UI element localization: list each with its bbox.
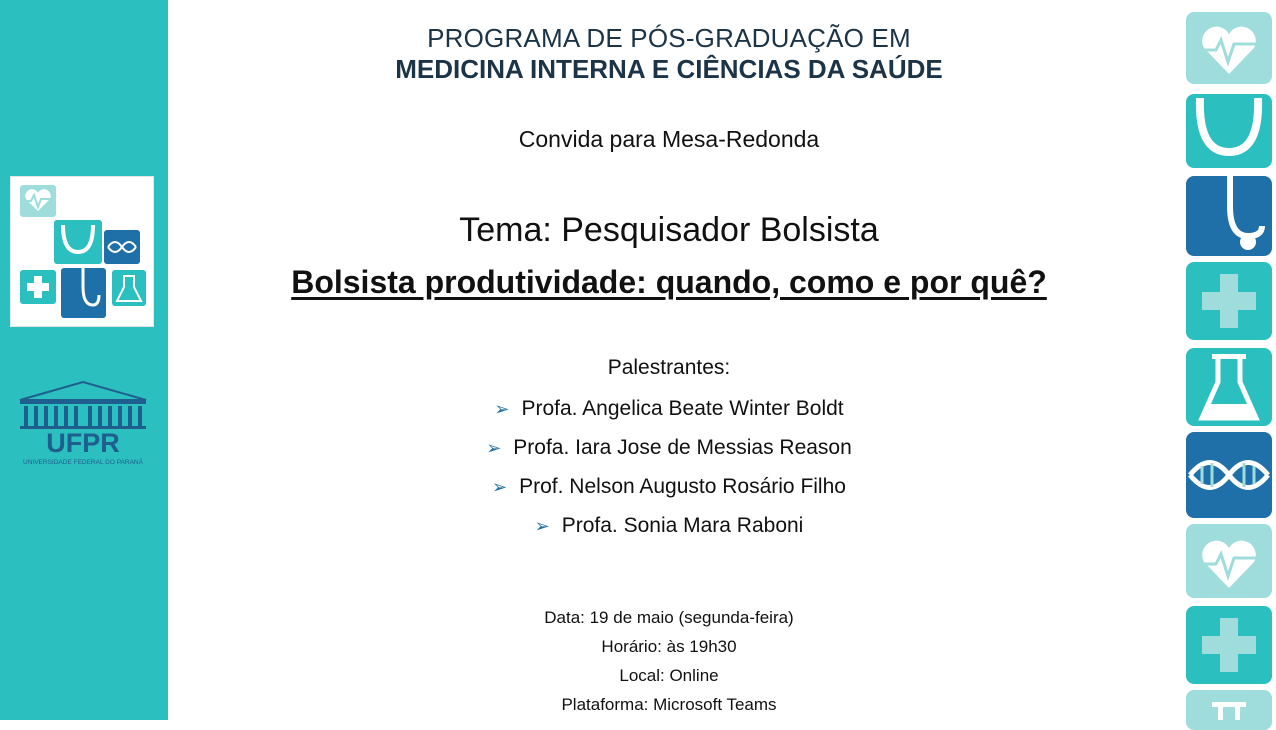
event-details xyxy=(168,603,1170,719)
arrow-bullet-icon: ➢ xyxy=(494,399,510,419)
event-platform: Plataforma: Microsoft Teams xyxy=(561,695,777,714)
plus-cross-icon xyxy=(1186,262,1272,340)
arrow-bullet-icon: ➢ xyxy=(492,477,508,497)
speaker-name: Profa. Sonia Mara Raboni xyxy=(561,514,804,537)
ufpr-abbr: UFPR xyxy=(46,428,120,458)
heart-pulse-icon xyxy=(1186,524,1272,598)
event-time: Horário: às 19h30 xyxy=(601,637,737,656)
list-item xyxy=(168,433,1170,472)
program-title-line1: PROGRAMA DE PÓS-GRADUAÇÃO EM xyxy=(427,23,911,53)
arrow-bullet-icon: ➢ xyxy=(534,516,550,536)
event-date: Data: 19 de maio (segunda-feira) xyxy=(544,608,794,627)
speakers-title: Palestrantes: xyxy=(607,356,731,379)
speaker-name: Profa. Iara Jose de Messias Reason xyxy=(513,436,852,459)
heart-pulse-icon xyxy=(1186,12,1272,84)
list-item xyxy=(168,472,1170,511)
program-title-line2: MEDICINA INTERNA E CIÊNCIAS DA SAÚDE xyxy=(395,54,943,84)
program-logo xyxy=(10,176,154,327)
stethoscope-tube-icon xyxy=(1186,176,1272,256)
subtitle: Bolsista produtividade: quando, como e por quê? xyxy=(291,264,1047,300)
ufpr-name: UNIVERSIDADE FEDERAL DO PARANÁ xyxy=(23,459,143,466)
flask-icon xyxy=(1186,690,1272,730)
event-location: Local: Online xyxy=(619,666,719,685)
plus-cross-icon xyxy=(1186,606,1272,684)
left-sidebar xyxy=(0,0,168,720)
speaker-name: Prof. Nelson Augusto Rosário Filho xyxy=(519,475,846,498)
theme-title: Tema: Pesquisador Bolsista xyxy=(459,211,879,249)
invite-text: Convida para Mesa-Redonda xyxy=(518,126,820,152)
speaker-name: Profa. Angelica Beate Winter Boldt xyxy=(521,397,844,420)
ufpr-logo xyxy=(16,378,150,468)
dna-icon xyxy=(1186,432,1272,518)
stethoscope-icon xyxy=(1186,94,1272,168)
arrow-bullet-icon: ➢ xyxy=(486,438,502,458)
flask-icon xyxy=(1186,348,1272,426)
list-item xyxy=(168,394,1170,433)
right-icon-strip xyxy=(1170,0,1276,720)
list-item xyxy=(168,511,1170,550)
speakers-list xyxy=(168,394,1170,550)
